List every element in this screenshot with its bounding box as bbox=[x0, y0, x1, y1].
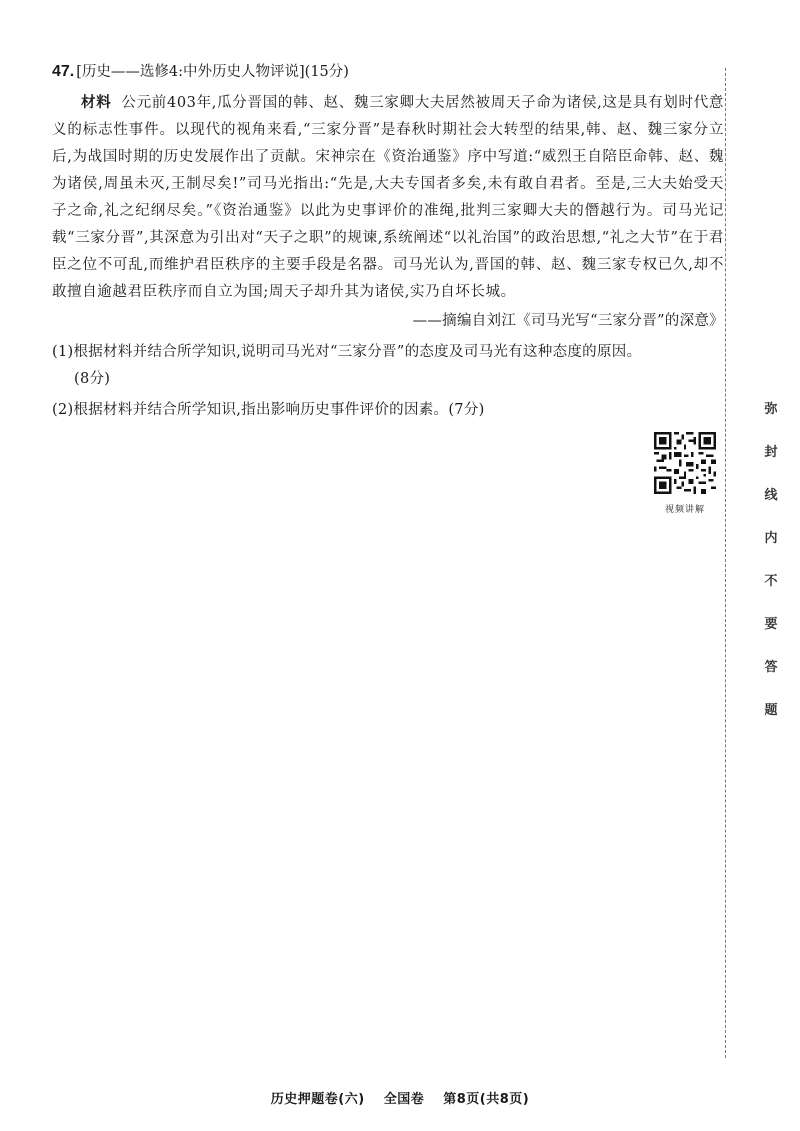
seal-char: 弥 bbox=[764, 402, 778, 417]
sub-question-1-score: (8分) bbox=[74, 371, 111, 387]
qr-code-icon[interactable] bbox=[654, 432, 716, 494]
seal-line bbox=[725, 68, 726, 1058]
qr-label: 视频讲解 bbox=[664, 505, 705, 515]
seal-char: 线 bbox=[764, 488, 778, 503]
material-source: ——摘编自刘江《司马光写“三家分晋”的深意》 bbox=[412, 313, 724, 329]
seal-char: 内 bbox=[764, 531, 778, 546]
sub-question-1-text: (1)根据材料并结合所学知识,说明司马光对“三家分晋”的态度及司马光有这种态度的原因。 bbox=[52, 344, 642, 360]
seal-char: 题 bbox=[764, 703, 778, 718]
question-title: [历史——选修4:中外历史人物评说](15分) bbox=[76, 64, 349, 80]
seal-char: 封 bbox=[764, 445, 778, 460]
material-text: 公元前403年,瓜分晋国的韩、赵、魏三家卿大夫居然被周天子命为诸侯,这是具有划时代意义的标志性事件。以现代的视角来看,“三家分晋”是春秋时期社会大转型的结果,韩、赵、魏三家分立后,为战国时期的历史发展作出了贡献。宋神宗在《资治通鉴》序中写道:“威烈王自陪臣命韩、赵、魏为诸侯,周虽未灭,王制尽矣!”司马光指出:“先是,大夫专国者多矣,未有敢自君者。至是,三大夫始受天子之命,礼之纪纲尽矣。”《资治通鉴》以此为史事评价的准绳,批判三家卿大夫的僭越行为。司马光记载“三家分晋”,其深意为引出对“天子之职”的规谏,系统阐述“以礼治国”的政治思想,“礼之大节”在于君臣之位不可乱,而维护君臣秩序的主要手段是名器。司马光认为,晋国的韩、赵、魏三家专权已久,却不敢擅自逾越君臣秩序而自立为国;周天子却升其为诸侯,实乃自坏长城。 bbox=[52, 95, 724, 300]
footer-page-number: 第8页(共8页) bbox=[443, 1092, 530, 1107]
seal-notice bbox=[760, 398, 782, 742]
sub-question-2: (2)根据材料并结合所学知识,指出影响历史事件评价的因素。(7分) bbox=[52, 402, 485, 418]
material-label: 材料 bbox=[81, 95, 112, 111]
footer-title: 历史押题卷(六) bbox=[270, 1092, 365, 1107]
question-47 bbox=[52, 58, 724, 424]
footer-region: 全国卷 bbox=[383, 1092, 425, 1107]
material-paragraph bbox=[52, 90, 724, 306]
page-footer bbox=[0, 1088, 800, 1107]
question-header bbox=[52, 58, 724, 86]
sub-question-1 bbox=[52, 339, 724, 393]
seal-char: 要 bbox=[764, 617, 778, 632]
seal-char: 不 bbox=[764, 574, 778, 589]
question-number: 47. bbox=[52, 63, 75, 80]
seal-char: 答 bbox=[764, 660, 778, 675]
qr-block bbox=[646, 432, 724, 516]
